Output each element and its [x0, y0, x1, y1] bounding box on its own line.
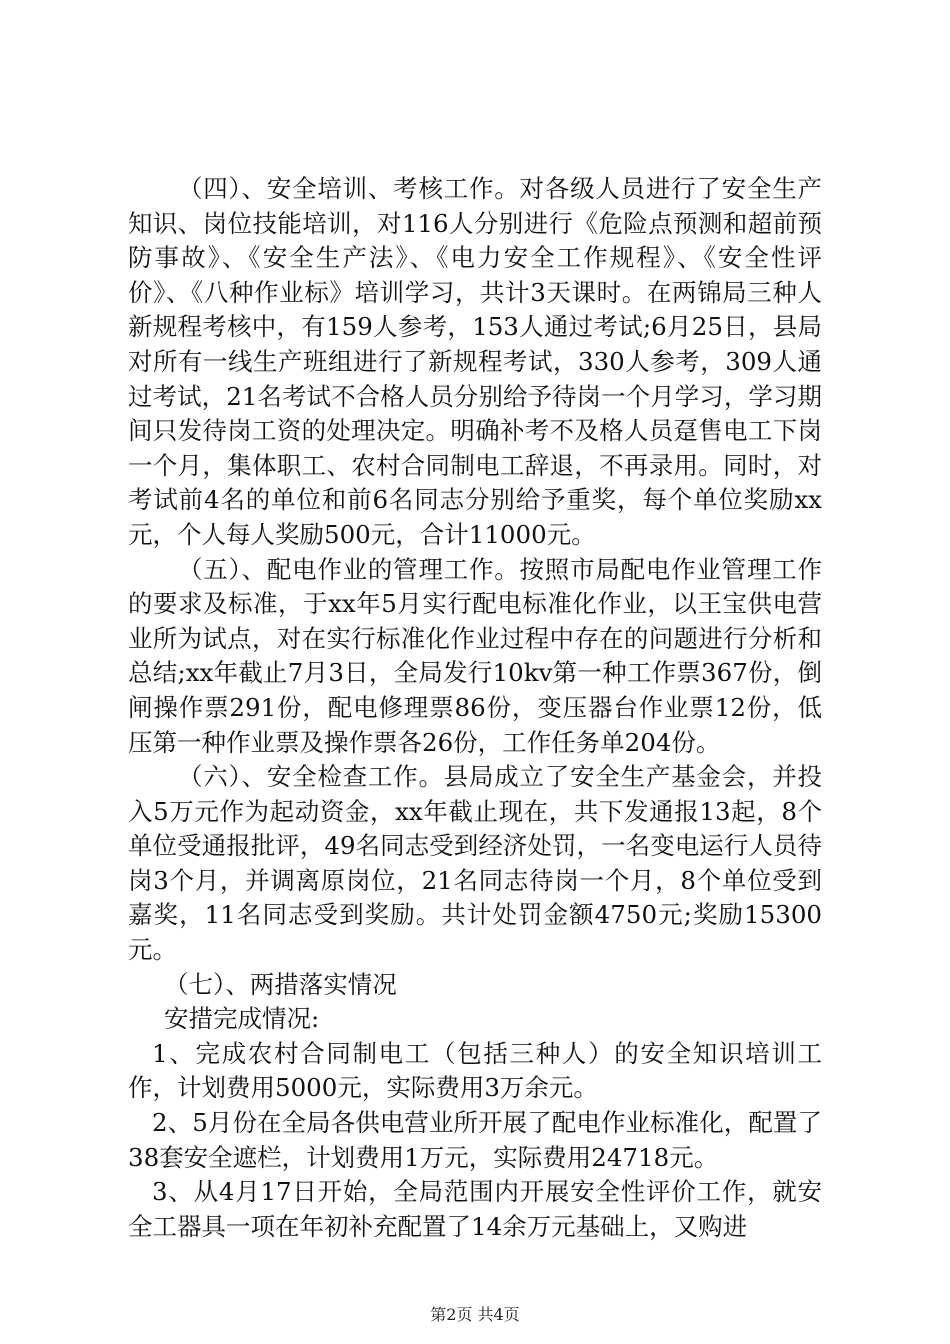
subheading-safety-measures: 安措完成情况: — [164, 1004, 320, 1034]
page-footer: 第2页 共4页 — [430, 1305, 520, 1324]
list-item-3: 3、从4月17日开始，全局范围内开展安全性评价工作，就安全工器具一项在年初补充配置了14余万元基础上，又购进 — [128, 1177, 822, 1241]
list-item-1: 1、完成农村合同制电工（包括三种人）的安全知识培训工作，计划费用5000元，实际费用3万余元。 — [128, 1038, 822, 1103]
list-item-2: 2、5月份在全局各供电营业所开展了配电作业标准化，配置了38套安全遮栏，计划费用1万元，实际费用24718元。 — [128, 1108, 822, 1172]
paragraph-distribution-management: （五）、配电作业的管理工作。按照市局配电作业管理工作的要求及标准，于xx年5月实行配电标准化作业，以王宝供电营业所为试点，对在实行标准化作业过程中存在的问题进行分析和总结;xx年截止7月3日，全局发行10kv第一种工作票367份，倒闸操作票291份，配电修理票86份，变压器台作业票12份，低压第一种作业票及操作票各26份，工作任务单204份。 — [128, 554, 822, 757]
paragraph-safety-inspection: （六）、安全检查工作。县局成立了安全生产基金会，并投入5万元作为起动资金，xx年截止现在，共下发通报13起，8个单位受通报批评，49名同志受到经济处罚，一名变电运行人员待岗3个月，并调离原岗位，21名同志待岗一个月，8个单位受到嘉奖，11名同志受到奖励。共计处罚金额4750元;奖励15300元。 — [128, 762, 822, 965]
section-heading-two-measures: （七）、两措落实情况 — [164, 969, 397, 999]
paragraph-safety-training: （四）、安全培训、考核工作。对各级人员进行了安全生产知识、岗位技能培训，对116人分别进行《危险点预测和超前预防事故》、《安全生产法》、《电力安全工作规程》、《安全性评价》、《八种作业标》培训学习，共计3天课时。在两锦局三种人新规程考核中，有159人参考，153人通过考试;6月25日，县局对所有一线生产班组进行了新规程考试，330人参考，309人通过考试，21名考试不合格人员分别给予待岗一个月学习，学习期间只发待岗工资的处理决定。明确补考不及格人员趸售电工下岗一个月，集体职工、农村合同制电工辞退，不再录用。同时，对考试前4名的单位和前6名同志分别给予重奖，每个单位奖励xx元，个人每人奖励500元，合计11000元。 — [128, 174, 822, 549]
document-body — [128, 172, 822, 1244]
